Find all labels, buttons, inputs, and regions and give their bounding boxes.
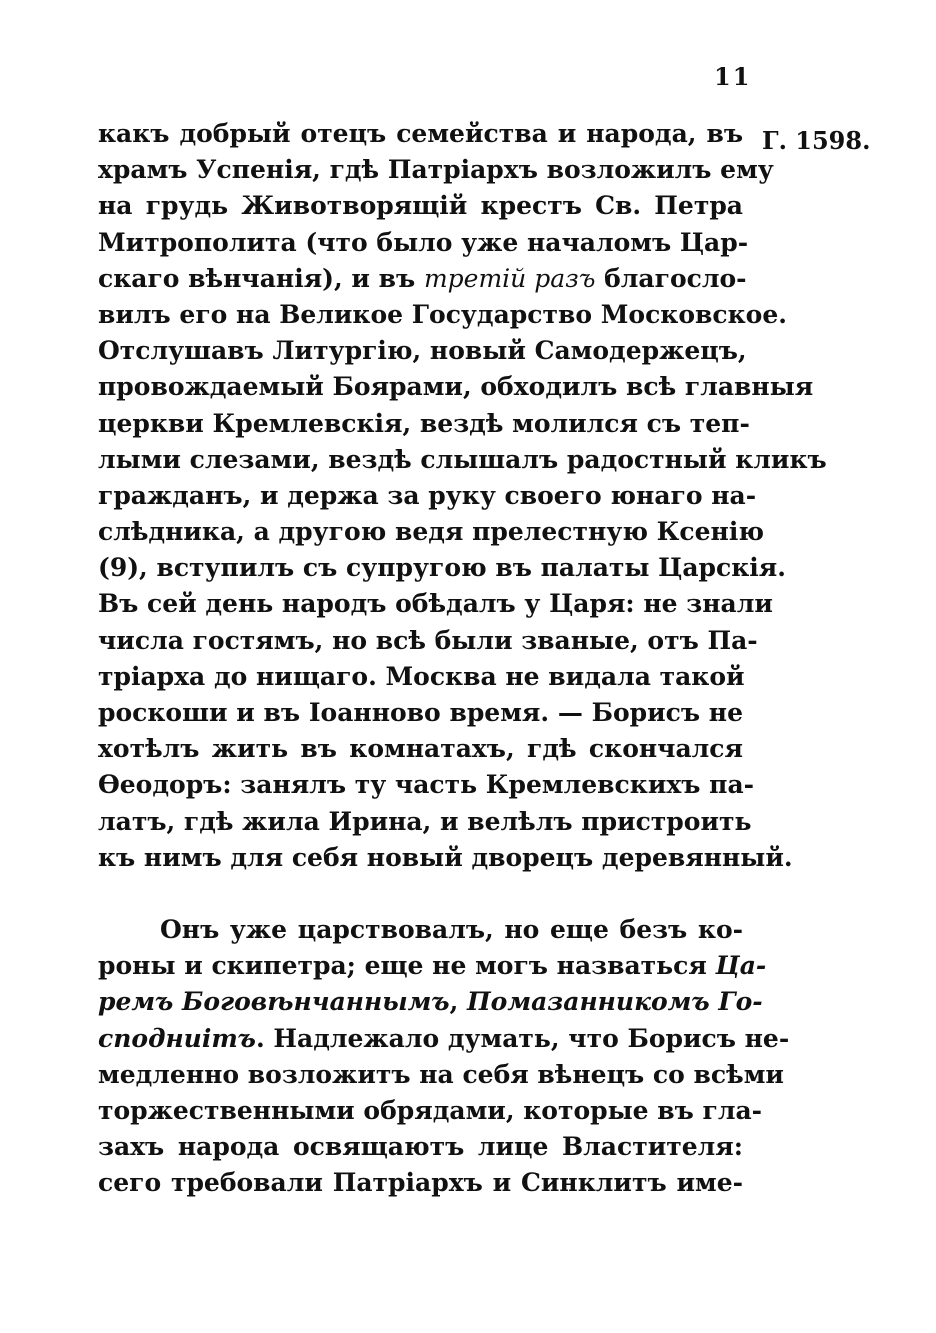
text-run: , xyxy=(449,987,459,1017)
text-line: лыми слезами, вездѣ слышалъ радостный кликъ xyxy=(98,444,827,474)
text-line: слѣдника, а другою ведя прелестную Ксенію xyxy=(98,517,764,547)
text-run: роны и скипетра; еще не могъ назваться xyxy=(98,951,707,981)
text-line: гражданъ, и держа за руку своего юнаго на- xyxy=(98,480,757,510)
text-line xyxy=(98,261,747,297)
text-line: (9), вступилъ съ супругою въ палаты Царскія. xyxy=(98,553,786,583)
text-line: къ нимъ для себя новый дворецъ деревянный. xyxy=(98,842,793,872)
text-line: Онъ уже царствовалъ, но еще безъ ко- xyxy=(160,915,743,944)
text-run: скаго вѣнчанія), и въ xyxy=(98,263,416,293)
text-line: латъ, гдѣ жила Ирина, и велѣлъ пристроить xyxy=(98,806,752,836)
text-line xyxy=(98,948,767,984)
text-line: захъ народа освящаютъ лице Властителя: xyxy=(98,1132,743,1162)
text-line: сего требовали Патріархъ и Синклитъ име- xyxy=(98,1168,743,1198)
text-line: храмъ Успенія, гдѣ Патріархъ возложилъ ему xyxy=(98,155,774,185)
text-run: благосло- xyxy=(604,263,747,293)
text-line: на грудь Животворящій крестъ Св. Петра xyxy=(98,191,743,221)
paragraph-2 xyxy=(98,912,790,1202)
text-line: роскоши и въ Іоанново время. — Борисъ не xyxy=(98,698,743,727)
page-number: 11 xyxy=(714,62,752,91)
text-line: какъ добрый отецъ семейства и народа, въ xyxy=(98,119,743,148)
text-line: числа гостямъ, но всѣ были званые, отъ Па- xyxy=(98,625,758,655)
text-line xyxy=(98,984,763,1020)
text-line: медленно возложитъ на себя вѣнецъ со всѣми xyxy=(98,1059,784,1089)
text-line: тріарха до нищаго. Москва не видала такой xyxy=(98,661,745,691)
text-line: хотѣлъ жить въ комнатахъ, гдѣ скончался xyxy=(98,734,743,764)
italic-text-run: третій разъ xyxy=(423,263,596,293)
italic-text-run: сподниimъ xyxy=(98,1023,256,1053)
text-line: провождаемый Боярами, обходилъ всѣ главныя xyxy=(98,372,814,402)
italic-text-run: ремъ Боговѣнчаннымъ xyxy=(98,987,450,1017)
text-run: . Надлежало думать, что Борисъ не- xyxy=(255,1023,790,1053)
margin-year-note: Г. 1598. xyxy=(762,126,871,155)
text-line xyxy=(98,1021,790,1057)
text-line: Ѳеодоръ: занялъ ту часть Кремлевскихъ па- xyxy=(98,770,755,800)
italic-text-run: Ца- xyxy=(715,951,767,981)
text-line: Въ сей день народъ обѣдалъ у Царя: не знали xyxy=(98,589,773,619)
text-line: церкви Кремлевскія, вездѣ молился съ теп- xyxy=(98,408,750,438)
text-line: Отслушавъ Литургію, новый Самодержецъ, xyxy=(98,336,747,366)
italic-text-run: Помазанникомъ Го- xyxy=(467,987,763,1017)
text-line: Митрополита (что было уже началомъ Цар- xyxy=(98,227,749,257)
text-line: вилъ его на Великое Государство Московское. xyxy=(98,299,787,329)
text-line: торжественными обрядами, которые въ гла- xyxy=(98,1095,763,1125)
